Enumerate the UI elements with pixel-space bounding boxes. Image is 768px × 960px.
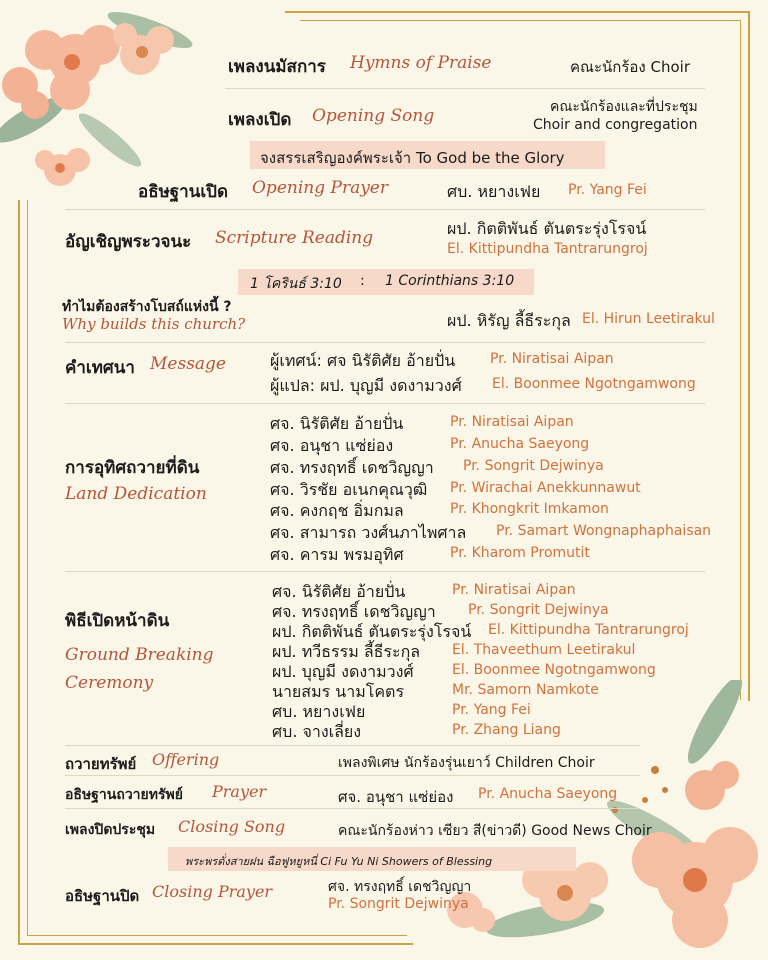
frame-left-line-inner (27, 200, 28, 935)
land-person-en: Pr. Niratisai Aipan (450, 414, 574, 430)
frame-bottom-line (18, 943, 413, 945)
land-dedication-label-th: การอุทิศถวายที่ดิน (65, 458, 200, 478)
opening-song-performer-th: คณะนักร้องและที่ประชุม (550, 99, 698, 115)
frame-left-line (18, 200, 20, 945)
land-person-th: ศจ. นิรัติศัย อ้ายปั่น (270, 414, 404, 433)
opening-song-performer-en: Choir and congregation (533, 117, 698, 133)
opening-prayer-person-th: ศบ. หยางเฟย (447, 182, 541, 201)
opening-song-label-en: Opening Song (312, 106, 435, 126)
divider (65, 808, 640, 809)
hymns-performer: คณะนักร้อง Choir (570, 58, 690, 76)
land-person-en: Pr. Songrit Dejwinya (463, 458, 604, 474)
why-speaker-en: El. Hirun Leetirakul (582, 311, 715, 327)
opening-prayer-person-en: Pr. Yang Fei (568, 182, 647, 198)
closing-song-performer: คณะนักร้องห่าว เซียว สี(ข่าวดี) Good News Choir (338, 823, 652, 839)
ground-person-en: Pr. Zhang Liang (452, 722, 561, 738)
land-person-en: Pr. Anucha Saeyong (450, 436, 590, 452)
message-label-en: Message (150, 354, 226, 374)
ground-person-en: Mr. Samorn Namkote (452, 682, 599, 698)
ground-person-en: El. Kittipundha Tantrarungroj (488, 622, 689, 638)
ground-breaking-label-en1: Ground Breaking (65, 645, 214, 665)
closing-song-label-en: Closing Song (178, 817, 286, 836)
ground-person-en: El. Boonmee Ngotngamwong (452, 662, 656, 678)
opening-prayer-label-en: Opening Prayer (252, 178, 388, 198)
why-speaker-th: ผป. หิรัญ ลี้ธีระกุล (447, 311, 571, 330)
ground-person-en: Pr. Songrit Dejwinya (468, 602, 609, 618)
offering-label-en: Offering (152, 750, 220, 769)
frame-right-line-inner (740, 20, 741, 700)
offering-prayer-label-th: อธิษฐานถวายทรัพย์ (65, 787, 183, 803)
land-person-en: Pr. Khongkrit Imkamon (450, 501, 609, 517)
land-person-th: ศจ. วิรชัย อเนกคุณวุฒิ (270, 480, 428, 499)
ground-person-en: Pr. Yang Fei (452, 702, 531, 718)
land-dedication-label-en: Land Dedication (65, 484, 207, 504)
ground-person-th: ศบ. จางเลี่ยง (272, 722, 362, 741)
scripture-reader-en: El. Kittipundha Tantrarungroj (447, 241, 648, 257)
opening-song-label-th: เพลงเปิด (228, 110, 292, 130)
divider (65, 745, 640, 746)
why-label-en: Why builds this church? (62, 315, 246, 333)
verse-th: 1 โครินธ์ 3:10 (250, 276, 342, 292)
ground-person-en: El. Thaveethum Leetirakul (452, 642, 636, 658)
frame-top-line-inner (300, 20, 740, 21)
ground-breaking-label-en2: Ceremony (65, 673, 154, 693)
ground-person-th: ศจ. ทรงฤทธิ์ เดชวิญญา (272, 602, 436, 621)
opening-prayer-label-th: อธิษฐานเปิด (138, 182, 228, 202)
ground-person-en: Pr. Niratisai Aipan (452, 582, 576, 598)
scripture-label-th: อัญเชิญพระวจนะ (65, 232, 192, 252)
closing-song-title: พระพรดั่งสายฝน ฉือฟูหยูหนี่ Ci Fu Yu Ni Showers of Blessing (185, 855, 493, 868)
verse-en: 1 Corinthians 3:10 (385, 273, 515, 289)
closing-prayer-person-th: ศจ. ทรงฤทธิ์ เดชวิญญา (328, 879, 472, 895)
frame-top-line (285, 11, 750, 13)
land-person-th: ศจ. คงกฤช อิ่มกมล (270, 501, 404, 520)
closing-song-label-th: เพลงปิดประชุม (65, 822, 156, 838)
closing-prayer-person-en: Pr. Songrit Dejwinya (328, 896, 469, 912)
scripture-label-en: Scripture Reading (215, 228, 374, 248)
message-translator-th: ผู้แปล: ผป. บุญมี งดงามวงศ์ (270, 376, 462, 395)
offering-prayer-person-th: ศจ. อนุชา แซ่ย่อง (338, 788, 454, 806)
frame-bottom-line-inner (27, 935, 407, 936)
divider (65, 403, 705, 404)
frame-right-line (748, 11, 750, 701)
land-person-th: ศจ. คารม พรมอุทิศ (270, 545, 404, 564)
hymns-label-th: เพลงนมัสการ (228, 57, 326, 77)
ground-breaking-label-th: พิธีเปิดหน้าดิน (65, 611, 170, 631)
divider (65, 209, 705, 210)
divider (65, 775, 640, 776)
song-title: จงสรรเสริญองค์พระเจ้า To God be the Glory (260, 149, 565, 167)
offering-label-th: ถวายทรัพย์ (65, 755, 137, 773)
closing-prayer-label-th: อธิษฐานปิด (65, 887, 140, 905)
ground-person-th: ศจ. นิรัติศัย อ้ายปั่น (272, 582, 406, 601)
ground-person-th: ผป. กิตติพันธ์ ตันตระรุ่งโรจน์ (272, 622, 472, 641)
offering-prayer-person-en: Pr. Anucha Saeyong (478, 786, 618, 802)
flower-cluster-top-left (0, 0, 210, 200)
scripture-reader-th: ผป. กิตติพันธ์ ตันตระรุ่งโรจน์ (447, 219, 647, 238)
message-preacher-en: Pr. Niratisai Aipan (490, 351, 614, 367)
hymns-label-en: Hymns of Praise (350, 53, 492, 73)
land-person-th: ศจ. ทรงฤทธิ์ เดชวิญญา (270, 458, 434, 477)
land-person-en: Pr. Wirachai Anekkunnawut (450, 480, 641, 496)
land-person-en: Pr. Samart Wongnaphaphaisan (496, 523, 712, 539)
divider (65, 342, 705, 343)
verse-colon: : (360, 273, 365, 289)
closing-prayer-label-en: Closing Prayer (152, 882, 273, 901)
ground-person-th: ศบ. หยางเฟย (272, 702, 366, 721)
land-person-th: ศจ. สามารถ วงศ์นภาไพศาล (270, 523, 467, 542)
land-person-en: Pr. Kharom Promutit (450, 545, 590, 561)
ground-person-th: นายสมร นามโคตร (272, 682, 405, 701)
message-label-th: คำเทศนา (65, 358, 135, 378)
divider (225, 88, 705, 89)
ground-person-th: ผป. ทวีธรรม ลี้ธีระกุล (272, 642, 421, 661)
offering-prayer-label-en: Prayer (212, 782, 267, 801)
offering-performer: เพลงพิเศษ นักร้องรุ่นเยาว์ Children Choir (338, 755, 595, 771)
why-label-th: ทำไมต้องสร้างโบสถ์แห่งนี้ ? (62, 299, 232, 315)
divider (65, 571, 705, 572)
message-preacher-th: ผู้เทศน์: ศจ นิรัติศัย อ้ายปั่น (270, 351, 456, 370)
ground-person-th: ผป. บุญมี งดงามวงศ์ (272, 662, 414, 681)
message-translator-en: El. Boonmee Ngotngamwong (492, 376, 696, 392)
land-person-th: ศจ. อนุชา แซ่ย่อง (270, 436, 394, 455)
